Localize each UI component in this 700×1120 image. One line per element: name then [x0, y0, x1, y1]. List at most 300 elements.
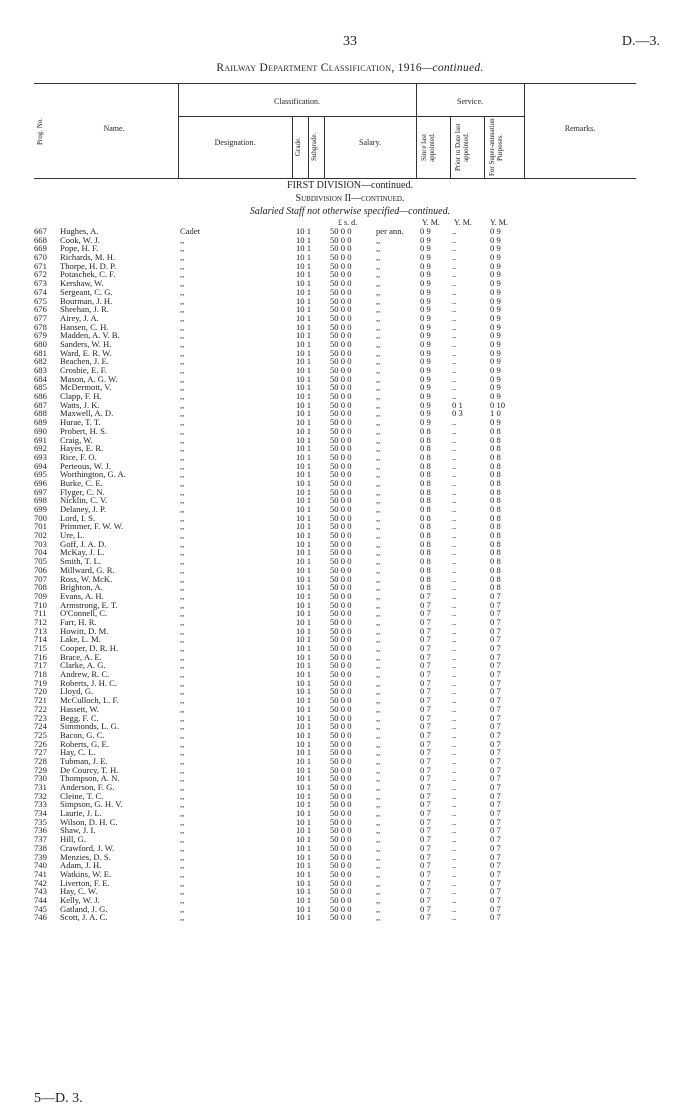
salary-period: ,,	[376, 677, 381, 688]
prog-no: 672	[34, 269, 47, 280]
service-units-3: Y. M.	[490, 218, 508, 227]
service-superannuation: 0 8	[490, 504, 501, 514]
service-prior: ..	[452, 312, 457, 323]
employee-name: Goff, J. A. D.	[60, 538, 107, 549]
service-prior: ..	[452, 269, 457, 280]
designation: ,,	[180, 260, 185, 271]
salary: 50 0 0	[330, 382, 352, 393]
grade: 10 1	[296, 608, 312, 619]
salary-period: ,,	[376, 738, 381, 749]
service-superannuation: 0 7	[490, 851, 501, 862]
service-superannuation: 0 7	[490, 808, 501, 819]
employee-name: Simmonds, L. G.	[60, 721, 119, 732]
service-since-last: 0 8	[420, 504, 431, 514]
grade: 10 1	[296, 894, 312, 905]
grade: 10 1	[296, 755, 312, 766]
grade: 10 1	[296, 295, 312, 306]
employee-name: Liverton, F. E.	[60, 877, 110, 888]
service-prior: ..	[452, 842, 457, 853]
service-prior: ..	[452, 738, 457, 749]
service-superannuation: 0 9	[490, 304, 501, 315]
service-prior: ..	[452, 721, 457, 732]
salary: 50 0 0	[330, 816, 352, 827]
service-since-last: 0 7	[420, 590, 431, 601]
grade: 10 1	[296, 330, 312, 341]
salary: 50 0 0	[330, 373, 352, 384]
service-prior: ..	[452, 234, 457, 245]
prog-no: 690	[34, 425, 47, 436]
salary-period: ,,	[376, 712, 381, 723]
service-since-last: 0 7	[420, 616, 431, 627]
grade: 10 1	[296, 738, 312, 749]
service-prior: ..	[452, 773, 457, 784]
prog-no: 725	[34, 729, 47, 740]
salary-period: ,,	[376, 417, 381, 428]
salary: 50 0 0	[330, 721, 352, 732]
designation: ,,	[180, 834, 185, 845]
page-number: 33	[343, 34, 357, 49]
service-prior: ..	[452, 643, 457, 653]
salary-period: ,,	[376, 834, 381, 845]
designation: ,,	[180, 625, 185, 636]
designation: ,,	[180, 469, 185, 480]
designation: ,,	[180, 886, 185, 897]
service-since-last: 0 7	[420, 773, 431, 784]
employee-name: Worthington, G. A.	[60, 469, 126, 480]
salary-period: ,,	[376, 321, 381, 332]
designation: ,,	[180, 538, 185, 549]
employee-name: Hassett, W.	[60, 703, 99, 714]
grade: 10 1	[296, 417, 312, 428]
designation: ,,	[180, 755, 185, 766]
salary: 50 0 0	[330, 347, 352, 358]
service-superannuation: 0 9	[490, 330, 501, 341]
grade: 10 1	[296, 564, 312, 575]
prog-no: 727	[34, 747, 47, 758]
service-prior: ..	[452, 582, 457, 593]
prog-no: 723	[34, 712, 47, 723]
service-prior: ..	[452, 564, 457, 575]
employee-name: Thompson, A. N.	[60, 773, 120, 784]
employee-name: Anderson, F. G.	[60, 782, 115, 792]
grade: 10 1	[296, 808, 312, 819]
designation: ,,	[180, 547, 185, 558]
salary: 50 0 0	[330, 504, 352, 514]
employee-name: Ure, L.	[60, 530, 85, 541]
salary-period: ,,	[376, 616, 381, 627]
service-prior: ..	[452, 703, 457, 714]
salary: 50 0 0	[330, 773, 352, 784]
salary: 50 0 0	[330, 269, 352, 280]
employee-name: Crawford, J. W.	[60, 842, 115, 853]
employee-name: Clarke, A. G.	[60, 660, 106, 671]
designation: ,,	[180, 894, 185, 905]
grade: 10 1	[296, 616, 312, 627]
prog-no: 721	[34, 695, 47, 706]
designation: ,,	[180, 347, 185, 358]
prog-no: 681	[34, 347, 47, 358]
service-since-last: 0 8	[420, 486, 431, 497]
salary-period: ,,	[376, 747, 381, 758]
prog-no: 701	[34, 521, 47, 532]
designation: ,,	[180, 868, 185, 879]
service-prior: ..	[452, 330, 457, 341]
service-since-last: 0 9	[420, 321, 431, 332]
grade: 10 1	[296, 834, 312, 845]
salary-period: ,,	[376, 434, 381, 445]
prog-no: 709	[34, 590, 47, 601]
employee-name: Sergeant, C. G.	[60, 286, 113, 297]
grade: 10 1	[296, 434, 312, 445]
designation: ,,	[180, 477, 185, 488]
grade: 10 1	[296, 269, 312, 280]
designation: ,,	[180, 295, 185, 306]
salary-period: ,,	[376, 451, 381, 462]
service-since-last: 0 9	[420, 391, 431, 402]
service-prior: ..	[452, 451, 457, 462]
service-since-last: 0 7	[420, 608, 431, 619]
prog-no: 678	[34, 321, 47, 332]
service-since-last: 0 9	[420, 304, 431, 315]
prog-no: 732	[34, 790, 47, 801]
salary-period: ,,	[376, 260, 381, 271]
grade: 10 1	[296, 773, 312, 784]
salary-period: ,,	[376, 755, 381, 766]
grade: 10 1	[296, 373, 312, 384]
salary: 50 0 0	[330, 234, 352, 245]
service-since-last: 0 7	[420, 634, 431, 645]
service-prior: ..	[452, 260, 457, 271]
salary: 50 0 0	[330, 677, 352, 688]
service-superannuation: 0 8	[490, 538, 501, 549]
service-prior: ..	[452, 634, 457, 645]
service-superannuation: 0 8	[490, 425, 501, 436]
service-superannuation: 0 9	[490, 391, 501, 402]
salary: 50 0 0	[330, 434, 352, 445]
salary-period: ,,	[376, 729, 381, 740]
service-since-last: 0 7	[420, 877, 431, 888]
grade: 10 1	[296, 252, 312, 263]
service-prior: ..	[452, 347, 457, 358]
designation: ,,	[180, 842, 185, 853]
service-since-last: 0 7	[420, 825, 431, 836]
designation: ,,	[180, 686, 185, 697]
prog-no: 687	[34, 399, 47, 410]
designation: ,,	[180, 660, 185, 671]
employee-name: Ward, E. R. W.	[60, 347, 112, 358]
prog-no: 691	[34, 434, 47, 445]
grade: 10 1	[296, 729, 312, 740]
prog-no: 680	[34, 338, 47, 349]
service-superannuation: 0 8	[490, 582, 501, 593]
service-superannuation: 0 8	[490, 564, 501, 575]
grade: 10 1	[296, 234, 312, 245]
grade: 10 1	[296, 851, 312, 862]
grade: 10 1	[296, 312, 312, 323]
service-superannuation: 0 7	[490, 703, 501, 714]
prog-no: 682	[34, 356, 47, 367]
salary-period: ,,	[376, 625, 381, 636]
prog-no: 695	[34, 469, 47, 480]
employee-name: Brighton, A.	[60, 582, 103, 593]
service-prior: ..	[452, 469, 457, 480]
service-superannuation: 0 7	[490, 764, 501, 775]
salary-period: ,,	[376, 825, 381, 836]
designation: ,,	[180, 738, 185, 749]
designation: ,,	[180, 712, 185, 723]
designation: ,,	[180, 486, 185, 497]
service-prior: ..	[452, 373, 457, 384]
service-since-last: 0 8	[420, 530, 431, 541]
salary-period: ,,	[376, 599, 381, 610]
salary: 50 0 0	[330, 660, 352, 671]
service-since-last: 0 7	[420, 738, 431, 749]
service-superannuation: 0 7	[490, 625, 501, 636]
prog-no: 698	[34, 495, 47, 506]
service-since-last: 0 7	[420, 894, 431, 905]
prog-no: 697	[34, 486, 47, 497]
service-superannuation: 0 7	[490, 782, 501, 792]
salary: 50 0 0	[330, 443, 352, 454]
salary: 50 0 0	[330, 469, 352, 480]
service-prior: ..	[452, 660, 457, 671]
service-prior: ..	[452, 747, 457, 758]
employee-name: Sheehan, J. R.	[60, 304, 109, 315]
prog-no: 685	[34, 382, 47, 393]
salary-period: ,,	[376, 590, 381, 601]
designation: ,,	[180, 399, 185, 410]
salary-period: ,,	[376, 799, 381, 810]
subdivision-heading: Subdivision II—continued.	[295, 193, 405, 204]
salary: 50 0 0	[330, 521, 352, 532]
employee-name: Cook, W. J.	[60, 234, 100, 245]
service-superannuation: 0 7	[490, 790, 501, 801]
grade: 10 1	[296, 842, 312, 853]
salary: 50 0 0	[330, 912, 352, 923]
header-remarks: Remarks.	[564, 124, 596, 133]
service-superannuation: 0 9	[490, 243, 501, 254]
employee-name: Airey, J. A.	[60, 312, 99, 323]
service-since-last: 0 9	[420, 269, 431, 280]
designation: ,,	[180, 616, 185, 627]
prog-no: 684	[34, 373, 47, 384]
employee-name: Delaney, J. P.	[60, 504, 106, 514]
employee-name: Begg, F. C.	[60, 712, 99, 723]
salary-period: ,,	[376, 538, 381, 549]
prog-no: 720	[34, 686, 47, 697]
employee-name: Howitt, D. M.	[60, 625, 109, 636]
salary-period: ,,	[376, 530, 381, 541]
employee-name: Cooper, D. R. H.	[60, 643, 119, 653]
service-superannuation: 0 9	[490, 338, 501, 349]
employee-name: Sanders, W. H.	[60, 338, 112, 349]
salary: 50 0 0	[330, 547, 352, 558]
prog-no: 704	[34, 547, 47, 558]
service-prior: ..	[452, 616, 457, 627]
service-superannuation: 0 7	[490, 599, 501, 610]
service-since-last: 0 9	[420, 373, 431, 384]
employee-name: Crosbie, E. F.	[60, 365, 107, 375]
designation: ,,	[180, 365, 185, 375]
employee-name: Armstrong, E. T.	[60, 599, 118, 610]
designation: ,,	[180, 590, 185, 601]
salary: 50 0 0	[330, 582, 352, 593]
grade: 10 1	[296, 286, 312, 297]
grade: 10 1	[296, 912, 312, 923]
designation: ,,	[180, 721, 185, 732]
grade: 10 1	[296, 486, 312, 497]
salary: 50 0 0	[330, 877, 352, 888]
grade: 10 1	[296, 408, 312, 419]
divider	[450, 116, 451, 178]
grade: 10 1	[296, 799, 312, 810]
service-prior: ..	[452, 226, 457, 236]
prog-no: 694	[34, 460, 47, 471]
service-prior: ..	[452, 599, 457, 610]
salary-period: ,,	[376, 886, 381, 897]
service-prior: ..	[452, 590, 457, 601]
service-units-2: Y. M.	[454, 218, 472, 227]
salary: 50 0 0	[330, 252, 352, 263]
service-superannuation: 0 7	[490, 825, 501, 836]
service-since-last: 0 7	[420, 660, 431, 671]
designation: ,,	[180, 851, 185, 862]
salary-period: ,,	[376, 573, 381, 584]
designation: ,,	[180, 373, 185, 384]
service-since-last: 0 8	[420, 564, 431, 575]
grade: 10 1	[296, 868, 312, 879]
service-since-last: 0 7	[420, 816, 431, 827]
service-since-last: 0 8	[420, 512, 431, 523]
designation: ,,	[180, 443, 185, 454]
service-prior: 0 1	[452, 399, 463, 410]
service-superannuation: 0 8	[490, 451, 501, 462]
grade: 10 1	[296, 321, 312, 332]
salary-period: ,,	[376, 643, 381, 653]
header-superannuation: For Super-annuation Purposes.	[488, 118, 504, 176]
salary-period: ,,	[376, 703, 381, 714]
designation: ,,	[180, 338, 185, 349]
service-prior: ..	[452, 243, 457, 254]
service-superannuation: 0 7	[490, 669, 501, 680]
division-heading: FIRST DIVISION—continued.	[287, 180, 413, 191]
service-prior: ..	[452, 894, 457, 905]
salary-period: ,,	[376, 425, 381, 436]
grade: 10 1	[296, 660, 312, 671]
service-since-last: 0 8	[420, 538, 431, 549]
salary: 50 0 0	[330, 564, 352, 575]
employee-name: Beachen, J. E.	[60, 356, 109, 367]
designation: ,,	[180, 495, 185, 506]
salary-period: ,,	[376, 469, 381, 480]
prog-no: 746	[34, 912, 47, 923]
salary: 50 0 0	[330, 686, 352, 697]
designation: ,,	[180, 573, 185, 584]
service-superannuation: 0 7	[490, 877, 501, 888]
employee-name: Bacon, G. C.	[60, 729, 105, 740]
designation: ,,	[180, 408, 185, 419]
service-superannuation: 0 7	[490, 643, 501, 653]
salary: 50 0 0	[330, 782, 352, 792]
designation: ,,	[180, 825, 185, 836]
service-prior: ..	[452, 460, 457, 471]
prog-no: 669	[34, 243, 47, 254]
prog-no: 686	[34, 391, 47, 402]
service-since-last: 0 7	[420, 912, 431, 923]
employee-name: Bourman, J. H.	[60, 295, 113, 306]
service-superannuation: 0 9	[490, 321, 501, 332]
service-since-last: 0 7	[420, 860, 431, 871]
service-prior: ..	[452, 530, 457, 541]
salary: 50 0 0	[330, 417, 352, 428]
grade: 10 1	[296, 599, 312, 610]
prog-no: 673	[34, 278, 47, 289]
salary-period: ,,	[376, 365, 381, 375]
service-prior: ..	[452, 504, 457, 514]
salary: 50 0 0	[330, 695, 352, 706]
salary-period: ,,	[376, 234, 381, 245]
header-grade: Grade.	[294, 137, 302, 157]
employee-name: De Courcy, T. H.	[60, 764, 119, 775]
salary: 50 0 0	[330, 842, 352, 853]
service-superannuation: 0 9	[490, 347, 501, 358]
designation: ,,	[180, 903, 185, 914]
service-since-last: 0 7	[420, 651, 431, 662]
prog-no: 745	[34, 903, 47, 914]
service-superannuation: 0 7	[490, 729, 501, 740]
employee-name: Lloyd, G.	[60, 686, 94, 697]
service-since-last: 0 8	[420, 582, 431, 593]
grade: 10 1	[296, 469, 312, 480]
salary-period: ,,	[376, 304, 381, 315]
salary-period: ,,	[376, 269, 381, 280]
service-since-last: 0 9	[420, 365, 431, 375]
grade: 10 1	[296, 521, 312, 532]
service-prior: ..	[452, 512, 457, 523]
grade: 10 1	[296, 721, 312, 732]
service-prior: ..	[452, 677, 457, 688]
grade: 10 1	[296, 512, 312, 523]
designation: ,,	[180, 764, 185, 775]
service-prior: ..	[452, 755, 457, 766]
employee-name: Richards, M. H.	[60, 252, 116, 263]
designation: Cadet	[180, 226, 201, 236]
salary-period: ,,	[376, 295, 381, 306]
salary: 50 0 0	[330, 226, 352, 236]
employee-name: Wilson, D. H. C.	[60, 816, 118, 827]
designation: ,,	[180, 356, 185, 367]
service-since-last: 0 7	[420, 695, 431, 706]
service-superannuation: 0 8	[490, 469, 501, 480]
service-superannuation: 0 7	[490, 712, 501, 723]
service-since-last: 0 9	[420, 417, 431, 428]
salary: 50 0 0	[330, 868, 352, 879]
service-since-last: 0 7	[420, 799, 431, 810]
salary: 50 0 0	[330, 712, 352, 723]
service-prior: ..	[452, 304, 457, 315]
prog-no: 724	[34, 721, 47, 732]
grade: 10 1	[296, 686, 312, 697]
salary-period: ,,	[376, 347, 381, 358]
salary: 50 0 0	[330, 530, 352, 541]
service-superannuation: 0 7	[490, 886, 501, 897]
designation: ,,	[180, 556, 185, 567]
prog-no: 714	[34, 634, 47, 645]
salary-period: ,,	[376, 790, 381, 801]
service-prior: ..	[452, 417, 457, 428]
salary-period: ,,	[376, 391, 381, 402]
employee-name: Primmer, F. W. W.	[60, 521, 124, 532]
